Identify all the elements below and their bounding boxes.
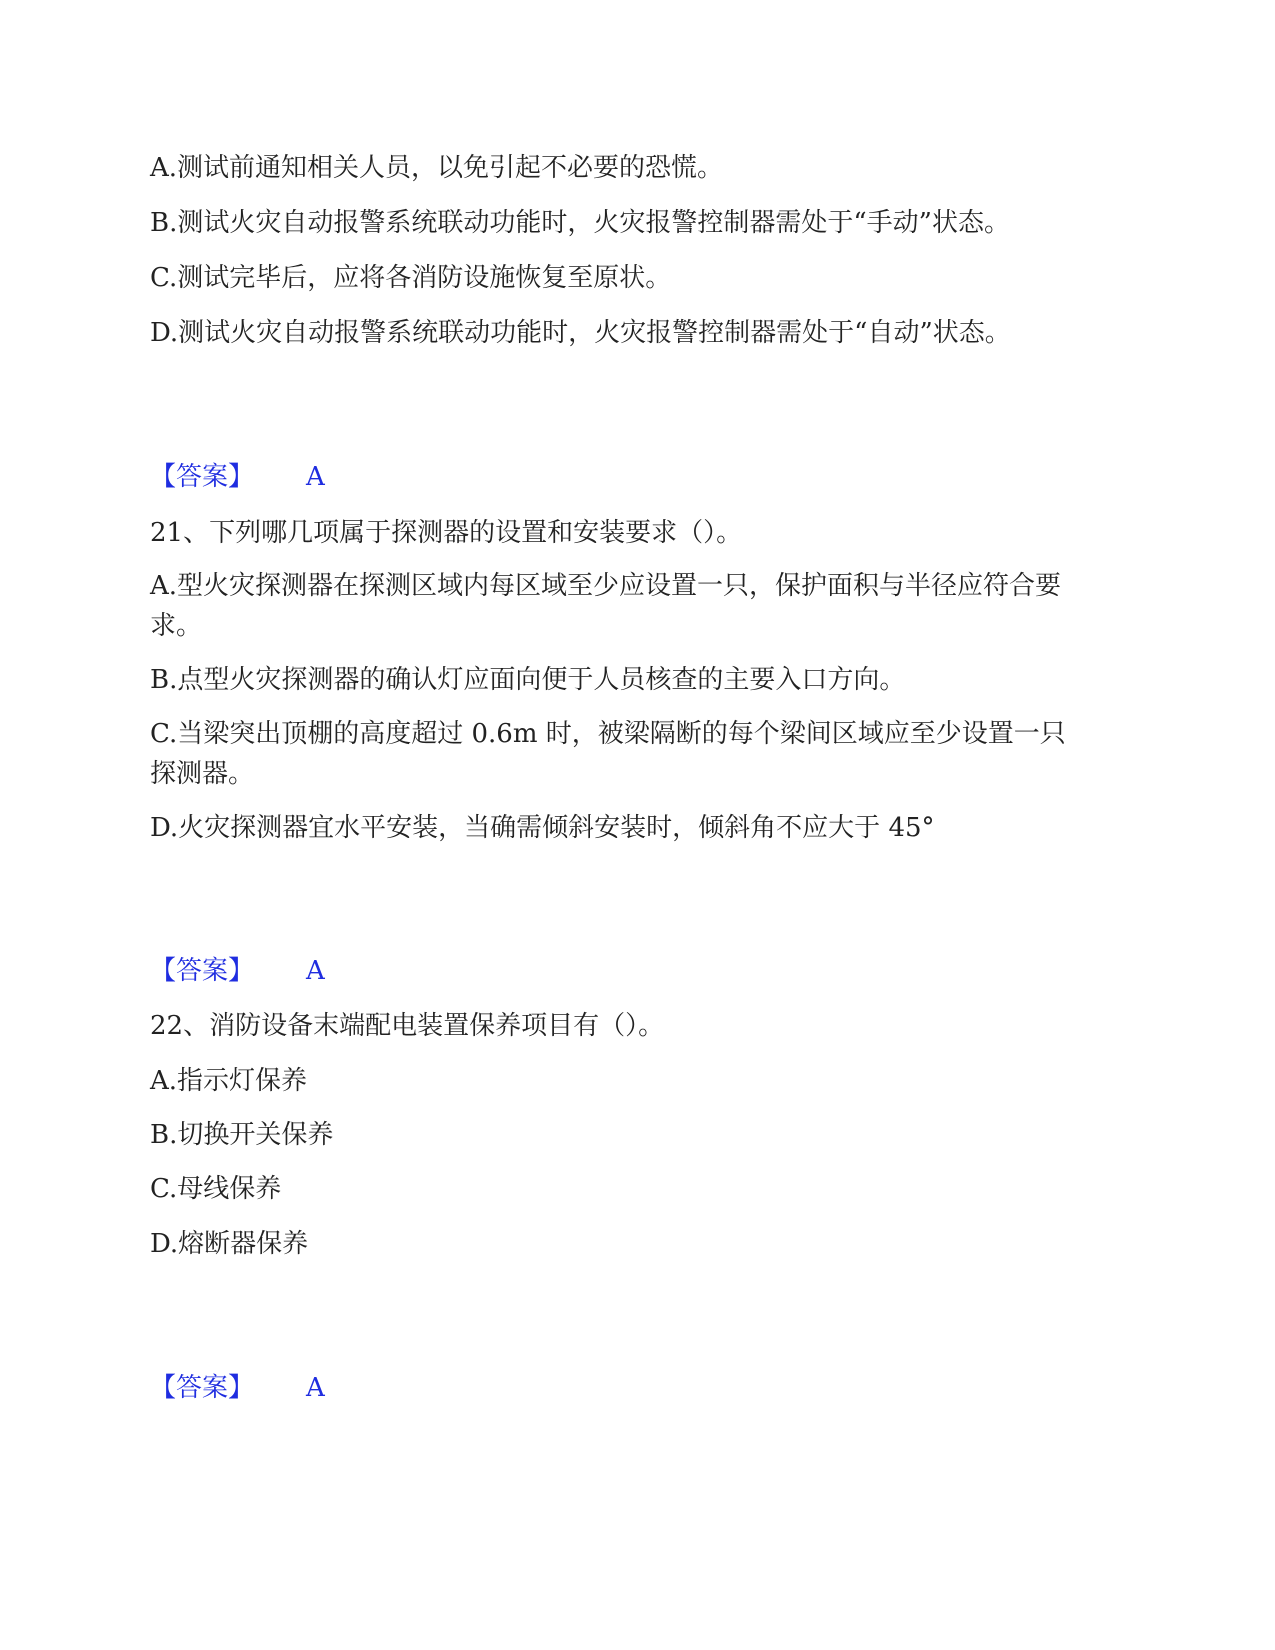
answer-value: A: [306, 462, 325, 492]
q21-option-d: D.火灾探测器宜水平安装，当确需倾斜安装时，倾斜角不应大于 45°: [150, 813, 935, 843]
q20-option-a: A.测试前通知相关人员，以免引起不必要的恐慌。: [150, 153, 724, 183]
q21-option-a: A.型火灾探测器在探测区域内每区域至少应设置一只，保护面积与半径应符合要求。: [150, 571, 1062, 641]
answer-label: 【答案】: [150, 956, 255, 986]
q22-option-a: A.指示灯保养: [150, 1066, 308, 1096]
q22-option-c: C.母线保养: [150, 1174, 282, 1204]
q22-option-d: D.熔断器保养: [150, 1229, 309, 1259]
q21-option-b: B.点型火灾探测器的确认灯应面向便于人员核查的主要入口方向。: [150, 665, 906, 695]
q21-stem: 21、下列哪几项属于探测器的设置和安装要求（）。: [150, 518, 743, 548]
answer-value: A: [306, 1373, 325, 1403]
q20-option-b: B.测试火灾自动报警系统联动功能时，火灾报警控制器需处于“手动”状态。: [150, 208, 1010, 238]
q22-answer: [150, 1368, 325, 1408]
answer-value: A: [306, 956, 325, 986]
q21-answer: [150, 951, 325, 991]
q20-answer: [150, 457, 325, 497]
q20-option-c: C.测试完毕后，应将各消防设施恢复至原状。: [150, 263, 672, 293]
answer-label: 【答案】: [150, 462, 255, 492]
q21-option-c: C.当梁突出顶棚的高度超过 0.6m 时，被梁隔断的每个梁间区域应至少设置一只探测器。: [150, 719, 1066, 789]
q22-stem: 22、消防设备末端配电装置保养项目有（）。: [150, 1011, 665, 1041]
q22-option-b: B.切换开关保养: [150, 1120, 334, 1150]
answer-label: 【答案】: [150, 1373, 255, 1403]
q20-option-d: D.测试火灾自动报警系统联动功能时，火灾报警控制器需处于“自动”状态。: [150, 318, 1011, 348]
